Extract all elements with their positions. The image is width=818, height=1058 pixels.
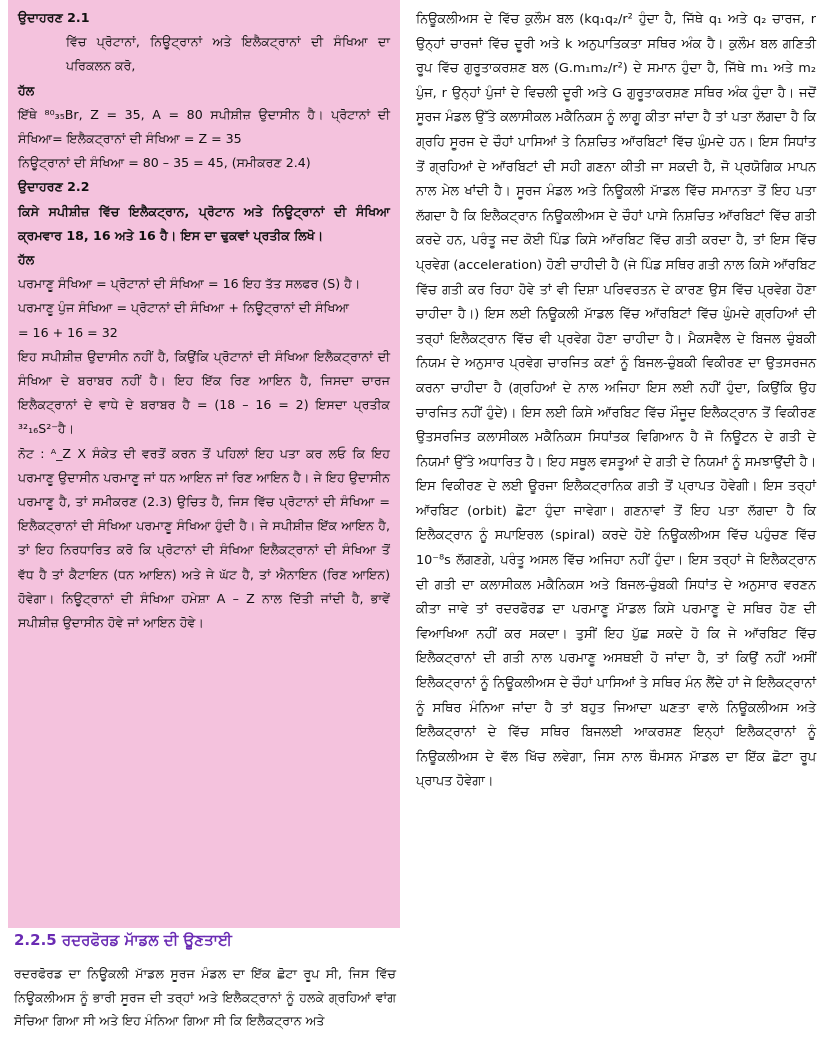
example-2-1-question: ਵਿੱਚ ਪ੍ਰੋਟਾਨਾਂ, ਨਿਊਟ੍ਰਾਨਾਂ ਅਤੇ ਇਲੈਕਟ੍ਰਾਨਾਂ ਦੀ ਸੰਖਿਆ ਦਾ ਪਰਿਕਲਨ ਕਰੋ, bbox=[66, 34, 390, 74]
example-2-2-line4: ਇਹ ਸਪੀਸ਼ੀਜ਼ ਉਦਾਸੀਨ ਨਹੀਂ ਹੈ, ਕਿਉਂਕਿ ਪ੍ਰੋਟਾਨਾਂ ਦੀ ਸੰਖਿਆ ਇਲੈਕਟ੍ਰਾਨਾਂ ਦੀ ਸੰਖਿਆ ਦੇ ਬਰਾਬਰ ਨਹੀਂ ਹੈ। ਇਹ ਇੱਕ ਰਿਣ ਆਇਨ ਹੈ, ਜਿਸਦਾ ਚਾਰਜ ਇਲੈਕਟ੍ਰਾਨਾਂ ਦੇ ਵਾਧੇ ਦੇ ਬਰਾਬਰ ਹੈ = (18 – 16 = 2) ਇਸਦਾ ਪ੍ਰਤੀਕ ³²₁₆S²⁻ਹੈ। bbox=[18, 348, 390, 437]
example-2-1-solution-label: ਹੱਲ bbox=[18, 82, 35, 98]
example-2-1-solution-line2: ਨਿਊਟ੍ਰਾਨਾਂ ਦੀ ਸੰਖਿਆ = 80 – 35 = 45, (ਸਮੀਕਰਣ 2.4) bbox=[18, 155, 311, 171]
example-2-1-heading: ਉਦਾਹਰਣ 2.1 bbox=[18, 10, 90, 25]
example-2-2-solution-label: ਹੱਲ bbox=[18, 252, 35, 268]
example-2-2-question: ਕਿਸੇ ਸਪੀਸ਼ੀਜ਼ ਵਿੱਚ ਇਲੈਕਟ੍ਰਾਨ, ਪ੍ਰੋਟਾਨ ਅਤੇ ਨਿਊਟ੍ਰਾਨਾਂ ਦੀ ਸੰਖਿਆ ਕ੍ਰਮਵਾਰ 18, 16 ਅਤੇ 16 ਹੈ। ਇਸ ਦਾ ਢੁਕਵਾਂ ਪ੍ਰਤੀਕ ਲਿਖੋ। bbox=[18, 203, 390, 243]
example-2-2-heading: ਉਦਾਹਰਣ 2.2 bbox=[18, 179, 90, 195]
right-paragraph: ਨਿਊਕਲੀਅਸ ਦੇ ਵਿੱਚ ਕੁਲੌਮ ਬਲ (kq₁q₂/r² ਹੁੰਦਾ ਹੈ, ਜਿੱਥੇ q₁ ਅਤੇ q₂ ਚਾਰਜ, r ਉਨ੍ਹਾਂ ਚਾਰਜਾਂ ਵਿੱਚ ਦੂਰੀ ਅਤੇ k ਅਨੁਪਾਤਿਕਤਾ ਸਥਿਰ ਅੰਕ ਹੈ। ਕੁਲੌਮ ਬਲ ਗਣਿਤੀ ਰੂਪ ਵਿੱਚ ਗੁਰੂਤਾਕਰਸ਼ਣ ਬਲ (G.m₁m₂/r²) ਦੇ ਸਮਾਨ ਹੁੰਦਾ ਹੈ, ਜਿੱਥੇ m₁ ਅਤੇ m₂ ਪੁੰਜ, r ਉਨ੍ਹਾਂ ਪੁੰਜਾਂ ਦੇ ਵਿਚਲੀ ਦੂਰੀ ਅਤੇ G ਗੁਰੂਤਾਕਰਸ਼ਣ ਸਥਿਰ ਅੰਕ ਹੁੰਦਾ ਹੈ। ਜਦੋਂ ਸੂਰਜ ਮੰਡਲ ਉੱਤੇ ਕਲਾਸੀਕਲ ਮਕੈਨਿਕਸ ਨੂੰ ਲਾਗੂ ਕੀਤਾ ਜਾਂਦਾ ਹੈ ਤਾਂ ਪਤਾ ਲੱਗਦਾ ਹੈ ਕਿ ਗ੍ਰਹਿ ਸੂਰਜ ਦੇ ਚੌਹਾਂ ਪਾਸਿਆਂ ਤੇ ਨਿਸ਼ਚਿਤ ਆੱਰਬਿਟਾਂ ਵਿੱਚ ਘੁੰਮਦੇ ਹਨ। ਇਸ ਸਿਧਾਂਤ ਤੋਂ ਗ੍ਰਹਿਆਂ ਦੇ ਆੱਰਬਿਟਾਂ ਦੀ ਸਹੀ ਗਣਨਾ ਕੀਤੀ ਜਾ ਸਕਦੀ ਹੈ, ਜੋ ਪ੍ਰਯੋਗਿਕ ਮਾਪਨ ਨਾਲ ਮੇਲ ਖਾਂਦੀ ਹੈ। ਸੂਰਜ ਮੰਡਲ ਅਤੇ ਨਿਊਕਲੀ ਮਾੱਡਲ ਵਿੱਚ ਸਮਾਨਤਾ ਤੋਂ ਇਹ ਪਤਾ ਲੱਗਦਾ ਹੈ ਕਿ ਇਲੈਕਟ੍ਰਾਨ ਨਿਊਕਲੀਅਸ ਦੇ ਚੌਹਾਂ ਪਾਸੇ ਨਿਸ਼ਚਿਤ ਆੱਰਬਿਟਾਂ ਵਿੱਚ ਗਤੀ ਕਰਦੇ ਹਨ, ਪਰੰਤੂ ਜਦ ਕੋਈ ਪਿੰਡ ਕਿਸੇ ਆੱਰਬਿਟ ਵਿੱਚ ਗਤੀ ਕਰਦਾ ਹੈ, ਤਾਂ ਇਸ ਵਿੱਚ ਪ੍ਰਵੇਗ (acceleration) ਹੋਣੀ ਚਾਹੀਦੀ ਹੈ (ਜੇ ਪਿੰਡ ਸਥਿਰ ਗਤੀ ਨਾਲ ਕਿਸੇ ਆੱਰਬਿਟ ਵਿੱਚ ਗਤੀ ਕਰ ਰਿਹਾ ਹੋਵੇ ਤਾਂ ਵੀ ਦਿਸ਼ਾ ਪਰਿਵਰਤਨ ਦੇ ਕਾਰਣ ਉਸ ਵਿੱਚ ਪ੍ਰਵੇਗ ਹੋਣਾ ਚਾਹੀਦਾ ਹੈ।) ਇਸ ਲਈ ਨਿਊਕਲੀ ਮਾੱਡਲ ਵਿੱਚ ਆੱਰਬਿਟਾਂ ਵਿੱਚ ਘੁੰਮਦੇ ਗ੍ਰਹਿਆਂ ਦੀ ਤਰ੍ਹਾਂ ਇਲੈਕਟ੍ਰਾਨ ਵਿੱਚ ਵੀ ਪ੍ਰਵੇਗ ਹੋਣਾ ਚਾਹੀਦਾ ਹੈ। ਮੈਕਸਵੈਲ ਦੇ ਬਿਜਲ ਚੁੰਬਕੀ ਨਿਯਮ ਦੇ ਅਨੁਸਾਰ ਪ੍ਰਵੇਗ ਚਾਰਜਿਤ ਕਣਾਂ ਨੂੰ ਬਿਜਲ-ਚੁੰਬਕੀ ਵਿਕੀਰਣ ਦਾ ਉਤਸਰਜਨ ਕਰਨਾ ਚਾਹੀਦਾ ਹੈ (ਗ੍ਰਹਿਆਂ ਦੇ ਨਾਲ ਅਜਿਹਾ ਇਸ ਲਈ ਨਹੀਂ ਹੁੰਦਾ, ਕਿਉਂਕਿ ਉਹ ਚਾਰਜਿਤ ਨਹੀਂ ਹੁੰਦੇ)। ਇਸ ਲਈ ਕਿਸੇ ਆੱਰਬਿਟ ਵਿੱਚ ਮੌਜੂਦ ਇਲੈਕਟ੍ਰਾਨ ਤੋਂ ਵਿਕੀਰਣ ਉਤਸਰਜਿਤ ਕਲਾਸੀਕਲ ਮਕੈਨਿਕਸ ਸਿਧਾਂਤਕ ਵਿਗਿਆਨ ਹੈ ਜੋ ਨਿਊਟਨ ਦੇ ਗਤੀ ਦੇ ਨਿਯਮਾਂ ਉੱਤੇ ਅਧਾਰਿਤ ਹੈ। ਇਹ ਸਥੂਲ ਵਸਤੂਆਂ ਦੇ ਗਤੀ ਦੇ ਨਿਯਮਾਂ ਨੂੰ ਸਮਝਾਉਂਦੀ ਹੈ। ਇਸ ਵਿਕੀਰਣ ਦੇ ਲਈ ਊਰਜਾ ਇਲੈਕਟ੍ਰਾਨਿਕ ਗਤੀ ਤੋਂ ਪ੍ਰਾਪਤ ਹੋਵੇਗੀ। ਇਸ ਤਰ੍ਹਾਂ ਆੱਰਬਿਟ (orbit) ਛੋਟਾ ਹੁੰਦਾ ਜਾਵੇਗਾ। ਗਣਨਾਵਾਂ ਤੋਂ ਇਹ ਪਤਾ ਲੱਗਦਾ ਹੈ ਕਿ ਇਲੈਕਟ੍ਰਾਨ ਨੂੰ ਸਪਾਇਰਲ (spiral) ਕਰਦੇ ਹੋਏ ਨਿਊਕਲੀਅਸ ਵਿੱਚ ਪਹੁੰਚਣ ਵਿੱਚ 10⁻⁸s ਲੱਗਣਗੇ, ਪਰੰਤੂ ਅਸਲ ਵਿੱਚ ਅਜਿਹਾ ਨਹੀਂ ਹੁੰਦਾ। ਇਸ ਤਰ੍ਹਾਂ ਜੇ ਇਲੈਕਟ੍ਰਾਨ ਦੀ ਗਤੀ ਦਾ ਕਲਾਸੀਕਲ ਮਕੈਨਿਕਸ ਅਤੇ ਬਿਜਲ-ਚੁੰਬਕੀ ਸਿਧਾਂਤ ਦੇ ਅਨੁਸਾਰ ਵਰਣਨ ਕੀਤਾ ਜਾਵੇ ਤਾਂ ਰਦਰਫੋਰਡ ਦਾ ਪਰਮਾਣੂ ਮਾੱਡਲ ਕਿਸੇ ਪਰਮਾਣੂ ਦੇ ਸਥਿਰ ਹੋਣ ਦੀ ਵਿਆਖਿਆ ਨਹੀਂ ਕਰ ਸਕਦਾ। ਤੁਸੀਂ ਇਹ ਪੁੱਛ ਸਕਦੇ ਹੋ ਕਿ ਜੇ ਆੱਰਬਿਟ ਵਿੱਚ ਇਲੈਕਟ੍ਰਾਨਾਂ ਦੀ ਗਤੀ ਨਾਲ ਪਰਮਾਣੂ ਅਸਥਈ ਹੋ ਜਾਂਦਾ ਹੈ, ਤਾਂ ਕਿਉਂ ਨਹੀਂ ਅਸੀਂ ਇਲੈਕਟ੍ਰਾਨਾਂ ਨੂੰ ਨਿਊਕਲੀਅਸ ਦੇ ਚੌਹਾਂ ਪਾਸਿਆਂ ਤੇ ਸਥਿਰ ਮੰਨ ਲੈਂਦੇ ਹਾਂ ਜੇ ਇਲੈਕਟ੍ਰਾਨਾਂ ਨੂੰ ਸਥਿਰ ਮੰਨਿਆ ਜਾਂਦਾ ਹੈ ਤਾਂ ਬਹੁਤ ਜਿਆਦਾ ਘਣਤਾ ਵਾਲੇ ਨਿਊਕਲੀਅਸ ਅਤੇ ਇਲੈਕਟ੍ਰਾਨਾਂ ਦੇ ਵਿੱਚ ਸਥਿਰ ਬਿਜਲਈ ਆਕਰਸ਼ਣ ਇਨ੍ਹਾਂ ਇਲੈਕਟ੍ਰਾਨਾਂ ਨੂੰ ਨਿਊਕਲੀਅਸ ਦੇ ਵੱਲ ਖਿੱਚ ਲਵੇਗਾ, ਜਿਸ ਨਾਲ ਥੌਮਸਨ ਮਾੱਡਲ ਦਾ ਇੱਕ ਛੋਟਾ ਰੂਪ ਪ੍ਰਾਪਤ ਹੋਵੇਗਾ। bbox=[416, 12, 816, 790]
examples-box bbox=[8, 0, 400, 928]
right-column bbox=[416, 8, 816, 795]
example-2-2-line1: ਪਰਮਾਣੂ ਸੰਖਿਆ = ਪ੍ਰੋਟਾਨਾਂ ਦੀ ਸੰਖਿਆ = 16 ਇਹ ਤੱਤ ਸਲਫਰ (S) ਹੈ। bbox=[18, 276, 361, 292]
example-2-2-line2: ਪਰਮਾਣੂ ਪੁੰਜ ਸੰਖਿਆ = ਪ੍ਰੋਟਾਨਾਂ ਦੀ ਸੰਖਿਆ + ਨਿਊਟ੍ਰਾਨਾਂ ਦੀ ਸੰਖਿਆ bbox=[18, 300, 350, 316]
example-2-2-line3: = 16 + 16 = 32 bbox=[18, 324, 118, 340]
section-intro-paragraph: ਰਦਰਫੋਰਡ ਦਾ ਨਿਊਕਲੀ ਮਾੱਡਲ ਸੂਰਜ ਮੰਡਲ ਦਾ ਇੱਕ ਛੋਟਾ ਰੂਪ ਸੀ, ਜਿਸ ਵਿੱਚ ਨਿਊਕਲੀਅਸ ਨੂੰ ਭਾਰੀ ਸੂਰਜ ਦੀ ਤਰ੍ਹਾਂ ਅਤੇ ਇਲੈਕਟ੍ਰਾਨਾਂ ਨੂੰ ਹਲਕੇ ਗ੍ਰਹਿਆਂ ਵਾਂਗ ਸੋਚਿਆ ਗਿਆ ਸੀ ਅਤੇ ਇਹ ਮੰਨਿਆ ਗਿਆ ਸੀ ਕਿ ਇਲੈਕਟ੍ਰਾਨ ਅਤੇ bbox=[14, 966, 396, 1028]
example-2-1-solution-line1: ਇੱਥੇ ⁸⁰₃₅Br, Z = 35, A = 80 ਸਪੀਸ਼ੀਜ਼ ਉਦਾਸੀਨ ਹੈ। ਪ੍ਰੋਟਾਨਾਂ ਦੀ ਸੰਖਿਆ= ਇਲੈਕਟ੍ਰਾਨਾਂ ਦੀ ਸੰਖਿਆ = Z = 35 bbox=[18, 106, 390, 147]
left-column bbox=[0, 0, 400, 1028]
example-2-2-note: ਨੋਟ : ᴬ_Z X ਸੰਕੇਤ ਦੀ ਵਰਤੋਂ ਕਰਨ ਤੋਂ ਪਹਿਲਾਂ ਇਹ ਪਤਾ ਕਰ ਲਓ ਕਿ ਇਹ ਪਰਮਾਣੂ ਉਦਾਸੀਨ ਪਰਮਾਣੂ ਜਾਂ ਧਨ ਆਇਨ ਜਾਂ ਰਿਣ ਆਇਨ ਹੈ। ਜੇ ਇਹ ਉਦਾਸੀਨ ਪਰਮਾਣੂ ਹੈ, ਤਾਂ ਸਮੀਕਰਣ (2.3) ਉਚਿਤ ਹੈ, ਜਿਸ ਵਿੱਚ ਪ੍ਰੋਟਾਨਾਂ ਦੀ ਸੰਖਿਆ = ਇਲੈਕਟ੍ਰਾਨਾਂ ਦੀ ਸੰਖਿਆ ਪਰਮਾਣੂ ਸੰਖਿਆ ਹੁੰਦੀ ਹੈ। ਜੇ ਸਪੀਸ਼ੀਜ਼ ਇੱਕ ਆਇਨ ਹੈ, ਤਾਂ ਇਹ ਨਿਰਧਾਰਿਤ ਕਰੋ ਕਿ ਪ੍ਰੋਟਾਨਾਂ ਦੀ ਸੰਖਿਆ ਇਲੈਕਟ੍ਰਾਨਾਂ ਦੀ ਸੰਖਿਆ ਤੋਂ ਵੱਧ ਹੈ ਤਾਂ ਕੈਟਾਇਨ (ਧਨ ਆਇਨ) ਅਤੇ ਜੇ ਘੱਟ ਹੈ, ਤਾਂ ਐਨਾਇਨ (ਰਿਣ ਆਇਨ) ਹੋਵੇਗਾ। ਨਿਊਟ੍ਰਾਨਾਂ ਦੀ ਸੰਖਿਆ ਹਮੇਸ਼ਾ A – Z ਨਾਲ ਦਿੱਤੀ ਜਾਂਦੀ ਹੈ, ਭਾਵੇਂ ਸਪੀਸ਼ੀਜ਼ ਉਦਾਸੀਨ ਹੋਵੇ ਜਾਂ ਆਇਨ ਹੋਵੇ। bbox=[18, 445, 390, 631]
section-heading: 2.2.5 ਰਦਰਫੋਰਡ ਮਾੱਡਲ ਦੀ ਊਣਤਾਈ bbox=[14, 931, 232, 949]
